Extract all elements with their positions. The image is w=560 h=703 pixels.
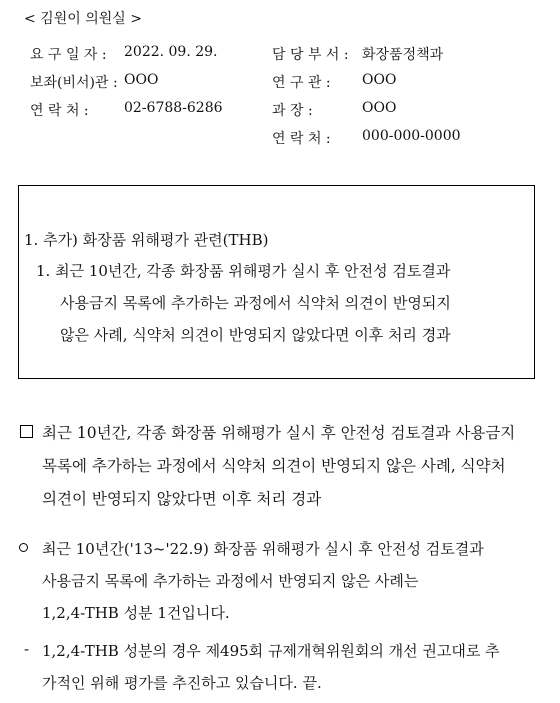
question-line-2: 목록에 추가하는 과정에서 식약처 의견이 반영되지 않은 사례, 식약처 bbox=[42, 457, 506, 475]
aide-label: 보좌(비서)관 : bbox=[30, 75, 118, 91]
question-box-line-3: 않은 사례, 식약처 의견이 반영되지 않았다면 이후 처리 경과 bbox=[60, 326, 451, 344]
researcher-label: 연 구 관 : bbox=[272, 75, 331, 91]
contact-value: 02-6788-6286 bbox=[124, 100, 223, 116]
request-date-value: 2022. 09. 29. bbox=[124, 44, 218, 60]
circle-bullet-icon bbox=[19, 543, 28, 552]
chief-label: 과 장 : bbox=[272, 103, 313, 119]
question-box-line-2: 사용금지 목록에 추가하는 과정에서 식약처 의견이 반영되지 bbox=[60, 294, 451, 312]
request-date-label: 요 구 일 자 : bbox=[30, 47, 107, 63]
detail-line-1: 1,2,4-THB 성분의 경우 제495회 규제개혁위원회의 개선 권고대로 추 bbox=[42, 642, 500, 660]
aide-value: OOO bbox=[124, 72, 159, 88]
question-box-line-1: 1. 최근 10년간, 각종 화장품 위해평가 실시 후 안전성 검토결과 bbox=[36, 262, 451, 280]
researcher-value: OOO bbox=[362, 72, 397, 88]
answer-line-2: 사용금지 목록에 추가하는 과정에서 반영되지 않은 사례는 bbox=[42, 572, 419, 590]
question-box bbox=[18, 185, 535, 379]
dept-value: 화장품정책과 bbox=[362, 47, 444, 63]
dept-label: 담 당 부 서 : bbox=[272, 47, 349, 63]
office-title: < 김원이 의원실 > bbox=[24, 11, 142, 27]
chief-value: OOO bbox=[362, 100, 397, 116]
checkbox-square-icon bbox=[20, 425, 33, 438]
answer-line-3: 1,2,4-THB 성분 1건입니다. bbox=[42, 604, 230, 622]
dept-contact-label: 연 락 처 : bbox=[272, 131, 331, 147]
dept-contact-value: 000-000-0000 bbox=[362, 128, 461, 144]
detail-line-2: 가적인 위해 평가를 추진하고 있습니다. 끝. bbox=[42, 674, 322, 692]
question-box-title: 1. 추가) 화장품 위해평가 관련(THB) bbox=[24, 231, 269, 249]
question-line-1: 최근 10년간, 각종 화장품 위해평가 실시 후 안전성 검토결과 사용금지 bbox=[42, 424, 516, 442]
answer-line-1: 최근 10년간('13~'22.9) 화장품 위해평가 실시 후 안전성 검토결과 bbox=[42, 540, 484, 558]
question-line-3: 의견이 반영되지 않았다면 이후 처리 경과 bbox=[42, 490, 322, 508]
contact-label: 연 락 처 : bbox=[30, 103, 89, 119]
detail-dash: - bbox=[24, 640, 30, 658]
